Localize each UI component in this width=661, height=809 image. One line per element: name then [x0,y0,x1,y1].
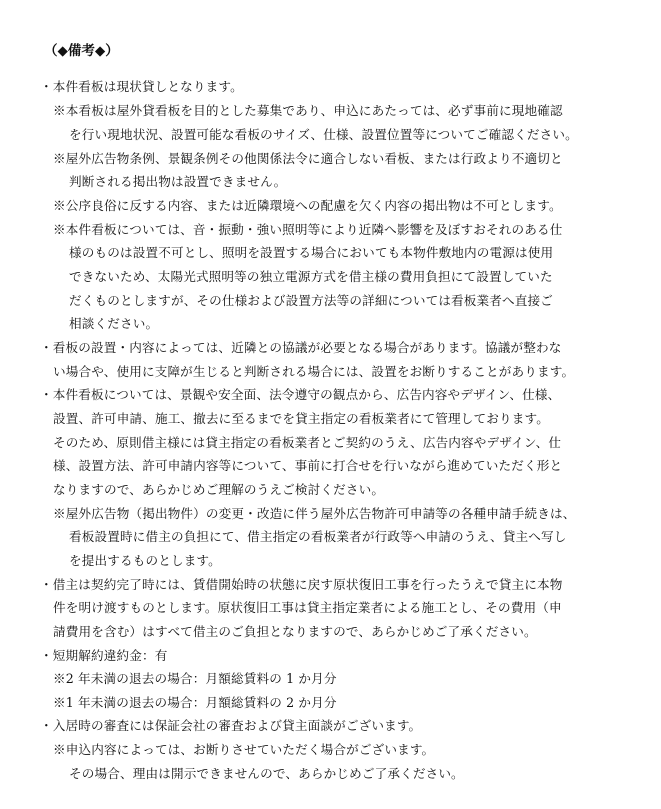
remark-line: ※2 年未満の退去の場合：月額総賃料の 1 か月分 [53,671,337,686]
remark-line: 看板設置時に借主の負担にて、借主指定の看板業者が行政等へ申請のうえ、貸主へ写し [69,529,567,544]
remark-line: ・本件看板については、景観や安全面、法令遵守の観点から、広告内容やデザイン、仕様、 [40,387,561,402]
remark-line: 様、設置方法、許可申請内容等について、事前に打合せを行いながら進めていただく形と [53,458,563,473]
remark-line: 相談ください。 [69,316,159,331]
remark-line: なりますので、あらかじめご理解のうえご検討ください。 [53,482,385,497]
remark-line: ※本看板は屋外貸看板を目的とした募集であり、申込にあたっては、必ず事前に現地確認 [53,103,563,118]
remark-line: を行い現地状況、設置可能な看板のサイズ、仕様、設置位置等についてご確認ください。 [69,127,578,142]
remark-line: 件を明け渡すものとします。原状復旧工事は貸主指定業者による施工とし、その費用（申 [53,600,562,615]
remark-line: ・借主は契約完了時には、賃借開始時の状態に戻す原状復旧工事を行ったうえで貸主に本物 [40,577,563,592]
remark-line: 様のものは設置不可とし、照明を設置する場合においても本物件敷地内の電源は使用 [69,245,554,260]
remark-line: を提出するものとします。 [69,553,221,568]
remark-line: 判断される掲出物は設置できません。 [69,174,287,189]
remark-line: ・短期解約違約金：有 [40,648,168,663]
remark-line: ※屋外広告物条例、景観条例その他関係法令に適合しない看板、または行政より不適切と [53,151,563,166]
remark-line: 設置、許可申請、施工、撤去に至るまでを貸主指定の看板業者にて管理しております。 [53,411,549,426]
remark-line: ・看板の設置・内容によっては、近隣との協議が必要となる場合があります。協議が整わな [40,340,562,355]
remark-line: ・入居時の審査には保証会社の審査および貸主面談がございます。 [40,718,422,733]
remark-line: ※公序良俗に反する内容、または近隣環境への配慮を欠く内容の掲出物は不可とします。 [53,198,562,213]
remark-line: ※屋外広告物（掲出物件）の変更・改造に伴う屋外広告物許可申請等の各種申請手続きは、 [53,506,576,521]
remark-line: ・本件看板は現状貸しとなります。 [40,79,243,94]
remark-line: ※1 年未満の退去の場合：月額総賃料の 2 か月分 [53,695,337,710]
remark-line: そのため、原則借主様には貸主指定の看板業者とご契約のうえ、広告内容やデザイン、仕 [53,435,562,450]
remark-line: だくものとしますが、その仕様および設置方法等の詳細については看板業者へ直接ご [69,293,554,308]
remark-line: ※本件看板については、音・振動・強い照明等により近隣へ影響を及ぼすおそれのある仕 [53,222,563,237]
remark-line: その場合、理由は開示できませんので、あらかじめご了承ください。 [69,766,464,781]
remark-line: できないため、太陽光式照明等の独立電源方式を借主様の費用負担にて設置していた [69,269,553,284]
remark-line: ※申込内容によっては、お断りさせていただく場合がございます。 [53,742,435,757]
remarks-heading: （◆備考◆） [44,43,119,59]
remark-line: い場合や、使用に支障が生じると判断される場合には、設置をお断りすることがあります。 [53,364,575,379]
remark-line: 請費用を含む）はすべて借主のご負担となりますので、あらかじめご了承ください。 [53,624,537,639]
